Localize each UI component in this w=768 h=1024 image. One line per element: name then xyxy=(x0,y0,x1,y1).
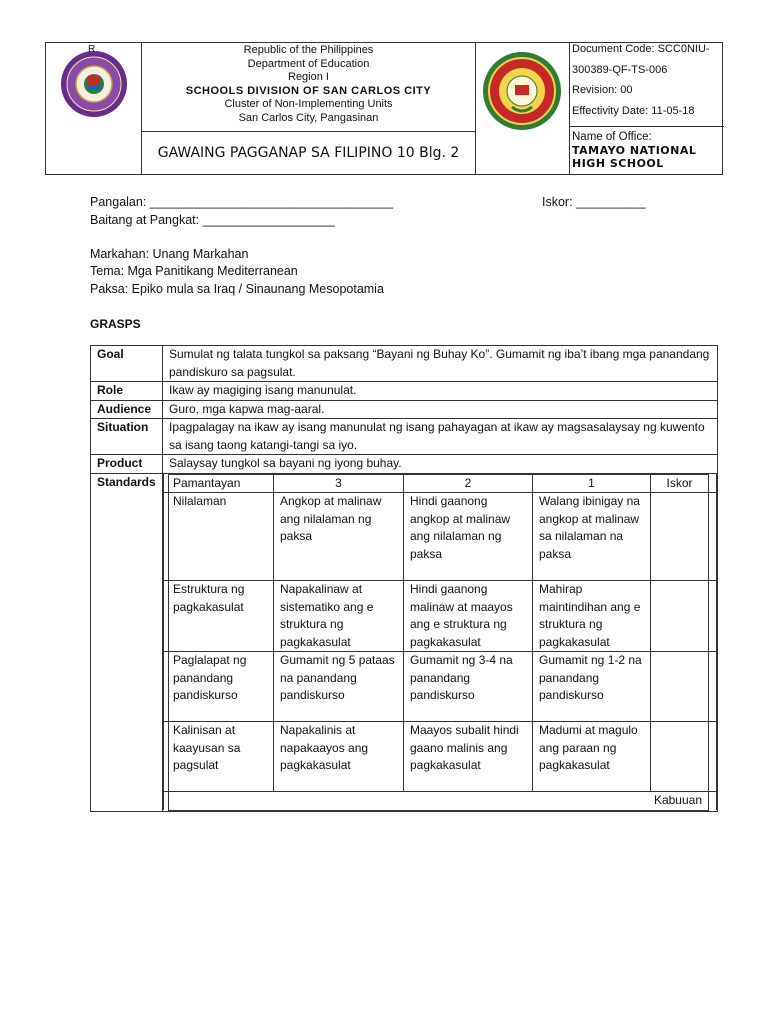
rubric-criteria: Nilalaman xyxy=(169,493,274,581)
rubric-cell: Mahirap maintindihan ang e struktura ng pagkakasulat xyxy=(533,581,651,652)
grade-section-field: Baitang at Pangkat: ___________________ xyxy=(90,213,335,227)
rubric-header-3: 3 xyxy=(274,474,404,493)
rubric-total-row xyxy=(164,792,717,811)
rubric-criteria: Estruktura ng pagkakasulat xyxy=(169,581,274,652)
stray-mark: R xyxy=(88,44,96,55)
rubric-cell: Angkop at malinaw ang nilalaman ng paksa xyxy=(274,493,404,581)
rubric-cell: Napakalinaw at sistematiko ang e struktura ng pagkakasulat xyxy=(274,581,404,652)
audience-text: Guro, mga kapwa mag-aaral. xyxy=(163,400,718,419)
rubric-total-label: Kabuuan xyxy=(169,792,709,811)
office-block xyxy=(570,131,726,170)
topic-line: Paksa: Epiko mula sa Iraq / Sinaunang Mesopotamia xyxy=(90,282,384,296)
office-name-line2: HIGH SCHOOL xyxy=(572,157,664,170)
revision-line: Revision: 00 xyxy=(572,84,633,96)
division-seal-logo xyxy=(60,50,128,118)
table-row xyxy=(91,346,718,382)
rubric-table xyxy=(163,474,717,811)
table-row xyxy=(164,493,717,581)
role-label: Role xyxy=(91,382,163,401)
rubric-spacer xyxy=(709,474,717,493)
republic-line: Republic of the Philippines xyxy=(243,44,374,56)
situation-text: Ipagpalagay na ikaw ay isang manunulat ng isang pahayagan at ikaw ay magsasalaysay ng kuwento sa isang taong katangi-tangi sa iyo. xyxy=(163,419,718,455)
document-code-line2: 300389-QF-TS-006 xyxy=(572,63,668,76)
rubric-score-cell xyxy=(651,652,709,722)
table-row xyxy=(91,455,718,474)
effectivity-line: Effectivity Date: 11-05-18 xyxy=(572,104,695,117)
rubric-score-cell xyxy=(651,493,709,581)
table-row xyxy=(91,382,718,401)
audience-label: Audience xyxy=(91,400,163,419)
department-line: Department of Education xyxy=(247,57,370,70)
rubric-cell: Gumamit ng 3-4 na panandang pandiskurso xyxy=(404,652,533,722)
rubric-header-row xyxy=(164,474,717,493)
rubric-cell: Hindi gaanong angkop at malinaw ang nilalaman ng paksa xyxy=(404,493,533,581)
rubric-cell: Hindi gaanong malinaw at maayos ang e struktura ng pagkakasulat xyxy=(404,581,533,652)
rubric-header-score: Iskor xyxy=(651,474,709,493)
grasps-heading: GRASPS xyxy=(90,317,141,331)
document-control-info xyxy=(570,43,724,125)
document-code-line1: Document Code: SCC0NIU- xyxy=(572,43,710,55)
division-line: SCHOOLS DIVISION OF SAN CARLOS CITY xyxy=(185,84,432,97)
rubric-spacer xyxy=(709,792,717,811)
office-name-line1: TAMAYO NATIONAL xyxy=(572,144,697,157)
table-row xyxy=(91,419,718,455)
product-text: Salaysay tungkol sa bayani ng iyong buhay. xyxy=(163,455,718,474)
score-field: Iskor: __________ xyxy=(542,195,646,209)
location-line: San Carlos City, Pangasinan xyxy=(238,111,379,124)
institution-info xyxy=(142,43,475,131)
rubric-header-criteria: Pamantayan xyxy=(169,474,274,493)
activity-title: GAWAING PAGGANAP SA FILIPINO 10 Blg. 2 xyxy=(157,145,460,161)
quarter-line: Markahan: Unang Markahan xyxy=(90,247,249,261)
region-line: Region I xyxy=(288,71,329,83)
school-seal-logo xyxy=(482,51,562,131)
theme-line: Tema: Mga Panitikang Mediterranean xyxy=(90,264,298,278)
table-row xyxy=(91,473,718,811)
rubric-header-1: 1 xyxy=(533,474,651,493)
table-row xyxy=(91,400,718,419)
rubric-cell: Napakalinis at napakaayos ang pagkakasulat xyxy=(274,722,404,792)
goal-label: Goal xyxy=(91,346,163,382)
standards-label: Standards xyxy=(91,473,163,811)
rubric-criteria: Kalinisan at kaayusan sa pagsulat xyxy=(169,722,274,792)
rubric-score-cell xyxy=(651,581,709,652)
product-label: Product xyxy=(91,455,163,474)
table-row xyxy=(164,581,717,652)
document-header xyxy=(45,42,723,175)
rubric-cell: Madumi at magulo ang paraan ng pagkakasulat xyxy=(533,722,651,792)
standards-cell xyxy=(163,473,718,811)
rubric-cell: Maayos subalit hindi gaano malinis ang pagkakasulat xyxy=(404,722,533,792)
grasps-table xyxy=(90,345,718,812)
rubric-header-2: 2 xyxy=(404,474,533,493)
rubric-spacer xyxy=(709,581,717,652)
role-text: Ikaw ay magiging isang manunulat. xyxy=(163,382,718,401)
goal-text: Sumulat ng talata tungkol sa paksang “Bayani ng Buhay Ko”. Gumamit ng iba’t ibang mga panandang pandiskuro sa pagsulat. xyxy=(163,346,718,382)
table-row xyxy=(164,652,717,722)
office-label: Name of Office: xyxy=(572,131,652,143)
situation-label: Situation xyxy=(91,419,163,455)
header-divider xyxy=(569,126,724,127)
rubric-cell: Gumamit ng 5 pataas na panandang pandiskurso xyxy=(274,652,404,722)
cluster-line: Cluster of Non-Implementing Units xyxy=(224,98,393,110)
rubric-spacer xyxy=(709,652,717,722)
header-divider xyxy=(475,43,476,174)
rubric-criteria: Paglalapat ng panandang pandiskurso xyxy=(169,652,274,722)
rubric-spacer xyxy=(709,722,717,792)
name-field: Pangalan: ___________________________________ xyxy=(90,195,394,209)
table-row xyxy=(164,722,717,792)
rubric-score-cell xyxy=(651,722,709,792)
rubric-cell: Walang ibinigay na angkop at malinaw sa nilalaman na paksa xyxy=(533,493,651,581)
rubric-cell: Gumamit ng 1-2 na panandang pandiskurso xyxy=(533,652,651,722)
rubric-spacer xyxy=(709,493,717,581)
